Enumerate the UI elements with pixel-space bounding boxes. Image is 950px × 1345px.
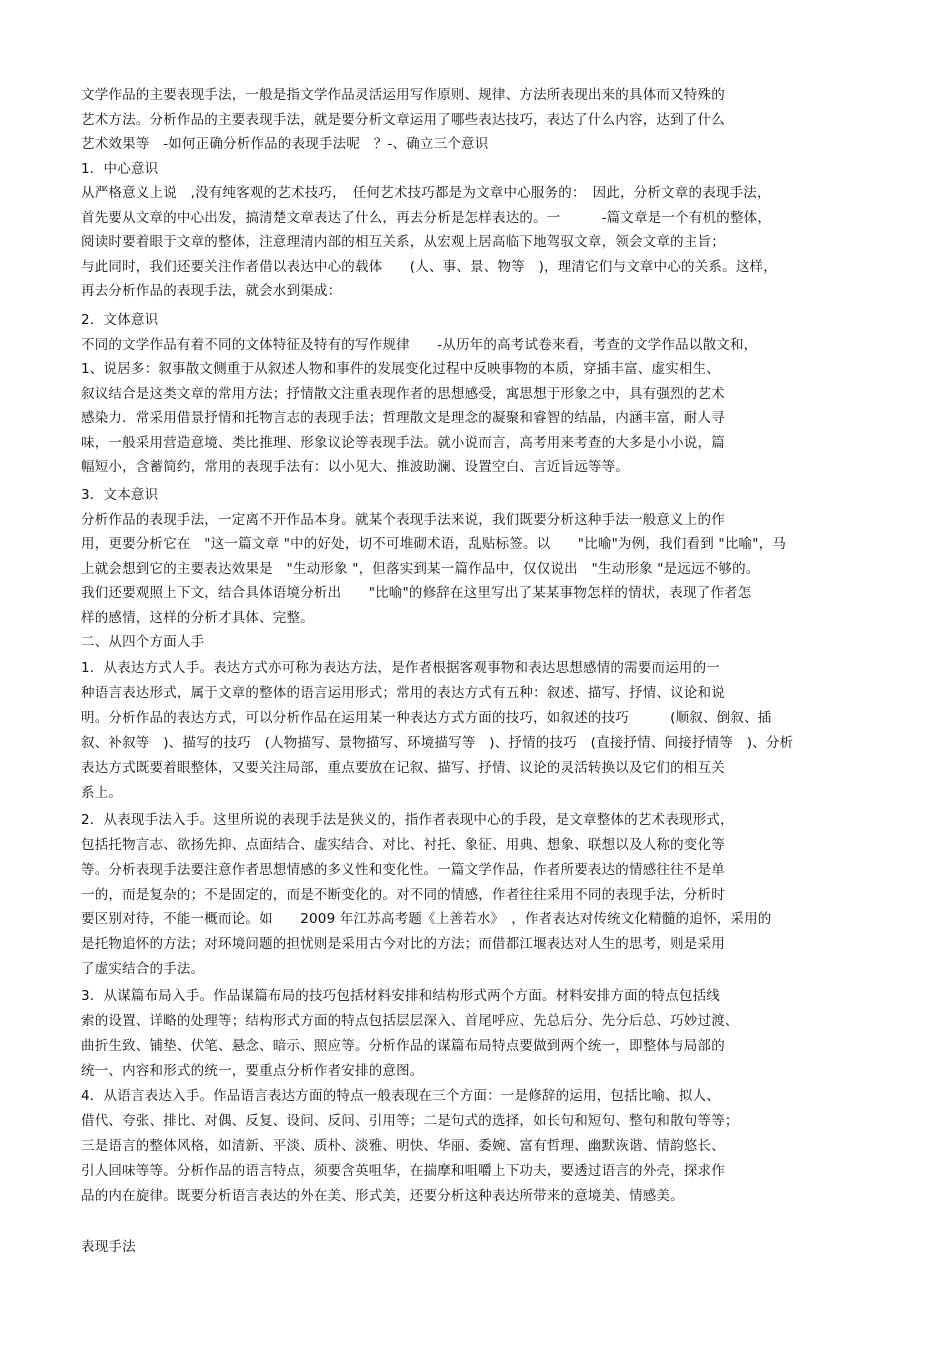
text-line: 引人回味等等。分析作品的语言特点，须要含英咀华，在揣摩和咀嚼上下功夫，要透过语言的外壳，探求作	[81, 1163, 725, 1179]
text-line: 等。分析表现手法要注意作者思想情感的多义性和变化性。一篇文学作品，作者所要表达的情感往往不是单	[81, 862, 725, 878]
text-line: 包括托物言志、欲扬先抑、点面结合、虚实结合、对比、衬托、象征、用典、想象、联想以及人称的变化等	[81, 837, 725, 853]
text-line: 1、说居多：叙事散文侧重于从叙述人物和事件的发展变化过程中反映事物的本质，穿插丰富、虚实相生、	[81, 361, 720, 377]
text-line: 阅读时要着眼于文章的整体，注意理清内部的相互关系，从宏观上居高临下地驾驭文章，领会文章的主旨；	[81, 234, 725, 250]
text-line: 幅短小，含蓄简约，常用的表现手法有：以小见大、推波助澜、设置空白、言近旨远等等。	[81, 459, 629, 475]
text-line: 1．从表达方式人手。表达方式亦可称为表达方法，是作者根据客观事物和表达思想感情的需要而运用的一	[81, 660, 720, 676]
text-line: 是托物追怀的方法；对环境问题的担忧则是采用古今对比的方法；而借都江堰表达对人生的思考，则是采用	[81, 936, 725, 952]
section-heading: 1．中心意识	[81, 161, 159, 177]
text-line: 叙、补叙等 )、描写的技巧 (人物描写、景物描写、环境描写等 )、抒情的技巧 (直接抒情、间接抒情等 )、分析	[81, 735, 794, 751]
text-line: 索的设置、详略的处理等；结构形式方面的特点包括层层深入、首尾呼应、先总后分、先分后总、巧妙过渡、	[81, 1013, 739, 1029]
text-line: 上就会想到它的主要表达效果是 "生动形象 "，但落实到某一篇作品中，仅仅说出 "生动形象 "是远远不够的。	[81, 561, 760, 577]
text-line: 从严格意义上说 ,没有纯客观的艺术技巧， 任何艺术技巧都是为文章中心服务的： 因此，分析文章的表现手法，	[81, 185, 771, 201]
text-line: 系上。	[81, 785, 123, 801]
text-line: 样的感情，这样的分析才具体、完整。	[81, 610, 314, 626]
text-line: 三是语言的整体风格，如清新、平淡、质朴、淡雅、明快、华丽、委婉、富有哲理、幽默诙谐、情韵悠长、	[81, 1138, 725, 1154]
text-line: 借代、夸张、排比、对偶、反复、设问、反问、引用等；二是句式的选择，如长句和短句、整句和散句等等；	[81, 1113, 739, 1129]
text-line: 要区别对待，不能一概而论。如 2009 年江苏高考题《上善若水》 ，作者表达对传统文化精髓的追怀，采用的	[81, 911, 772, 927]
text-line: 味，一般采用营造意境、类比推理、形象议论等表现手法。就小说而言，高考用来考查的大多是小小说，篇	[81, 435, 725, 451]
text-line: 首先要从文章的中心出发，搞清楚文章表达了什么，再去分析是怎样表达的。一 -篇文章是一个有机的整体，	[81, 210, 772, 226]
text-line: 用，更要分析它在 "这一篇文章 "中的好处，切不可堆砌术语，乱贴标签。以 "比喻"为例，我们看到 "比喻"，马	[81, 536, 787, 552]
footer-heading: 表现手法	[81, 1239, 136, 1255]
text-line: 统一、内容和形式的统一，要重点分析作者安排的意图。	[81, 1063, 424, 1079]
text-line: 分析作品的表现手法，一定离不开作品本身。就某个表现手法来说，我们既要分析这种手法一般意义上的作	[81, 512, 725, 528]
section-heading: 2．文体意识	[81, 312, 159, 328]
text-line: 文学作品的主要表现手法，一般是指文学作品灵活运用写作原则、规律、方法所表现出来的具体而又特殊的	[81, 87, 725, 103]
text-line: 4．从语言表达入手。作品语言表达方面的特点一般表现在三个方面：一是修辞的运用，包括比喻、拟人、	[81, 1088, 720, 1104]
section-heading: 3．文本意识	[81, 487, 159, 503]
text-line: 不同的文学作品有着不同的文体特征及特有的写作规律 -从历年的高考试卷来看，考查的文学作品以散文和，	[81, 337, 758, 353]
text-line: 种语言表达形式，属于文章的整体的语言运用形式；常用的表达方式有五种：叙述、描写、抒情、议论和说	[81, 685, 725, 701]
text-line: 明。分析作品的表达方式，可以分析作品在运用某一种表达方式方面的技巧，如叙述的技巧 (顺叙、倒叙、插	[81, 710, 772, 726]
text-line: 3．从谋篇布局入手。作品谋篇布局的技巧包括材料安排和结构形式两个方面。材料安排方面的特点包括线	[81, 988, 720, 1004]
text-line: 表达方式既要着眼整体，又要关注局部，重点要放在记叙、描写、抒情、议论的灵活转换以及它们的相互关	[81, 760, 725, 776]
text-line: 品的内在旋律。既要分析语言表达的外在美、形式美，还要分析这种表达所带来的意境美、情感美。	[81, 1188, 684, 1204]
text-line: 了虚实结合的手法。	[81, 961, 205, 977]
text-line: 一的，而是复杂的；不是固定的，而是不断变化的。对不同的情感，作者往往采用不同的表现手法，分析时	[81, 887, 725, 903]
text-line: 与此同时，我们还要关注作者借以表达中心的载体 (人、事、景、物等 )，理清它们与文章中心的关系。这样，	[81, 259, 777, 275]
text-line: 艺术方法。分析作品的主要表现手法，就是要分析文章运用了哪些表达技巧，表达了什么内容，达到了什么	[81, 112, 725, 128]
text-line: 叙议结合是这类文章的常用方法；抒情散文注重表现作者的思想感受，寓思想于形象之中，具有强烈的艺术	[81, 386, 725, 402]
text-line: 艺术效果等 -如何正确分析作品的表现手法呢 ？-、确立三个意识	[81, 136, 489, 152]
text-line: 再去分析作品的表现手法，就会水到渠成：	[81, 283, 342, 299]
text-line: 曲折生致、铺垫、伏笔、悬念、暗示、照应等。分析作品的谋篇布局特点要做到两个统一，即整体与局部的	[81, 1038, 725, 1054]
section-heading: 二、从四个方面人手	[81, 634, 205, 650]
text-line: 2．从表现手法入手。这里所说的表现手法是狭义的，指作者表现中心的手段，是文章整体的艺术表现形式，	[81, 812, 734, 828]
text-line: 感染力．常采用借景抒情和托物言志的表现手法；哲理散文是理念的凝聚和睿智的结晶，内涵丰富，耐人寻	[81, 410, 725, 426]
text-line: 我们还要观照上下文，结合具体语境分析出 "比喻"的修辞在这里写出了某某事物怎样的情状，表现了作者怎	[81, 585, 752, 601]
